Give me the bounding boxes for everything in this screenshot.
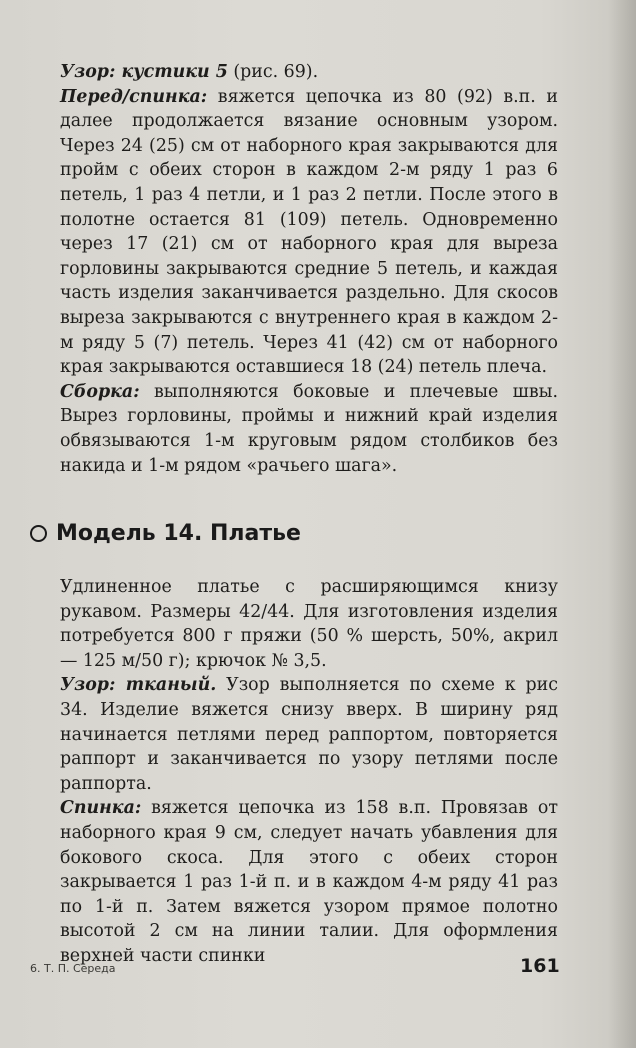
front-back-label: Перед/спинка: <box>60 86 208 107</box>
pattern-paragraph <box>60 60 558 85</box>
weave-pattern-text: Узор выполняется по схеме к рис 34. Изделие вяжется снизу вверх. В ширину ряд начинается петлями перед раппортом, повторяется раппорт и заканчивается по узору петлями после раппорта. <box>60 675 558 794</box>
page-number: 161 <box>520 955 560 977</box>
weave-pattern-label: Узор: тканый. <box>60 675 217 696</box>
weave-pattern-paragraph <box>60 673 558 796</box>
model-heading-text: Модель 14. Платье <box>56 521 301 546</box>
pattern-text: (рис. 69). <box>227 62 319 82</box>
page-gutter-shadow <box>608 0 636 1048</box>
circle-bullet-icon <box>30 525 47 542</box>
back-label: Спинка: <box>60 798 142 819</box>
front-back-text: вяжется цепочка из 80 (92) в.п. и далее продолжается вязание основным узором. Через 24 (25) см от наборного края закрываются для пройм с обеих сторон в каждом 2-м ряду 1 раз 6 петель, 1 раз 4 петли, и 1 раз 2 петли. После этого в полотне остается 81 (109) петель. Одновременно через 17 (21) см от наборного края для выреза горловины закрываются средние 5 петель, и каждая часть изделия заканчивается раздельно. Для скосов выреза закрываются с внутреннего края в каждом 2-м ряду 5 (7) петель. Через 41 (42) см от наборного края закрываются оставшиеся 18 (24) петель плеча. <box>60 86 558 378</box>
section-2-text <box>60 575 558 969</box>
assembly-paragraph <box>60 380 558 478</box>
pattern-label: Узор: кустики 5 <box>60 62 228 82</box>
intro-paragraph <box>60 575 558 673</box>
intro-text: Удлиненное платье с расширяющимся книзу рукавом. Размеры 42/44. Для изготовления изделия потребуется 800 г пряжи (50 % шерсть, 50%, акрил — 125 м/50 г); крючок № 3,5. <box>60 577 558 671</box>
assembly-label: Сборка: <box>60 381 140 402</box>
section-1-text <box>60 60 558 478</box>
front-back-paragraph <box>60 85 558 380</box>
footer-author: 6. Т. П. Середа <box>30 962 116 975</box>
assembly-text: выполняются боковые и плечевые швы. Вырез горловины, проймы и нижний край изделия обвязываются 1-м круговым рядом столбиков без накида и 1-м рядом «рачьего шага». <box>60 381 558 476</box>
back-text: вяжется цепочка из 158 в.п. Провязав от наборного края 9 см, следует начать убавления для бокового скоса. Для этого с обеих сторон закрывается 1 раз 1-й п. и в каждом 4-м ряду 41 раз по 1-й п. Затем вяжется узором прямое полотно высотой 2 см на линии талии. Для оформления верхней части спинки <box>60 798 558 966</box>
model-heading <box>30 521 301 546</box>
back-paragraph <box>60 796 558 968</box>
